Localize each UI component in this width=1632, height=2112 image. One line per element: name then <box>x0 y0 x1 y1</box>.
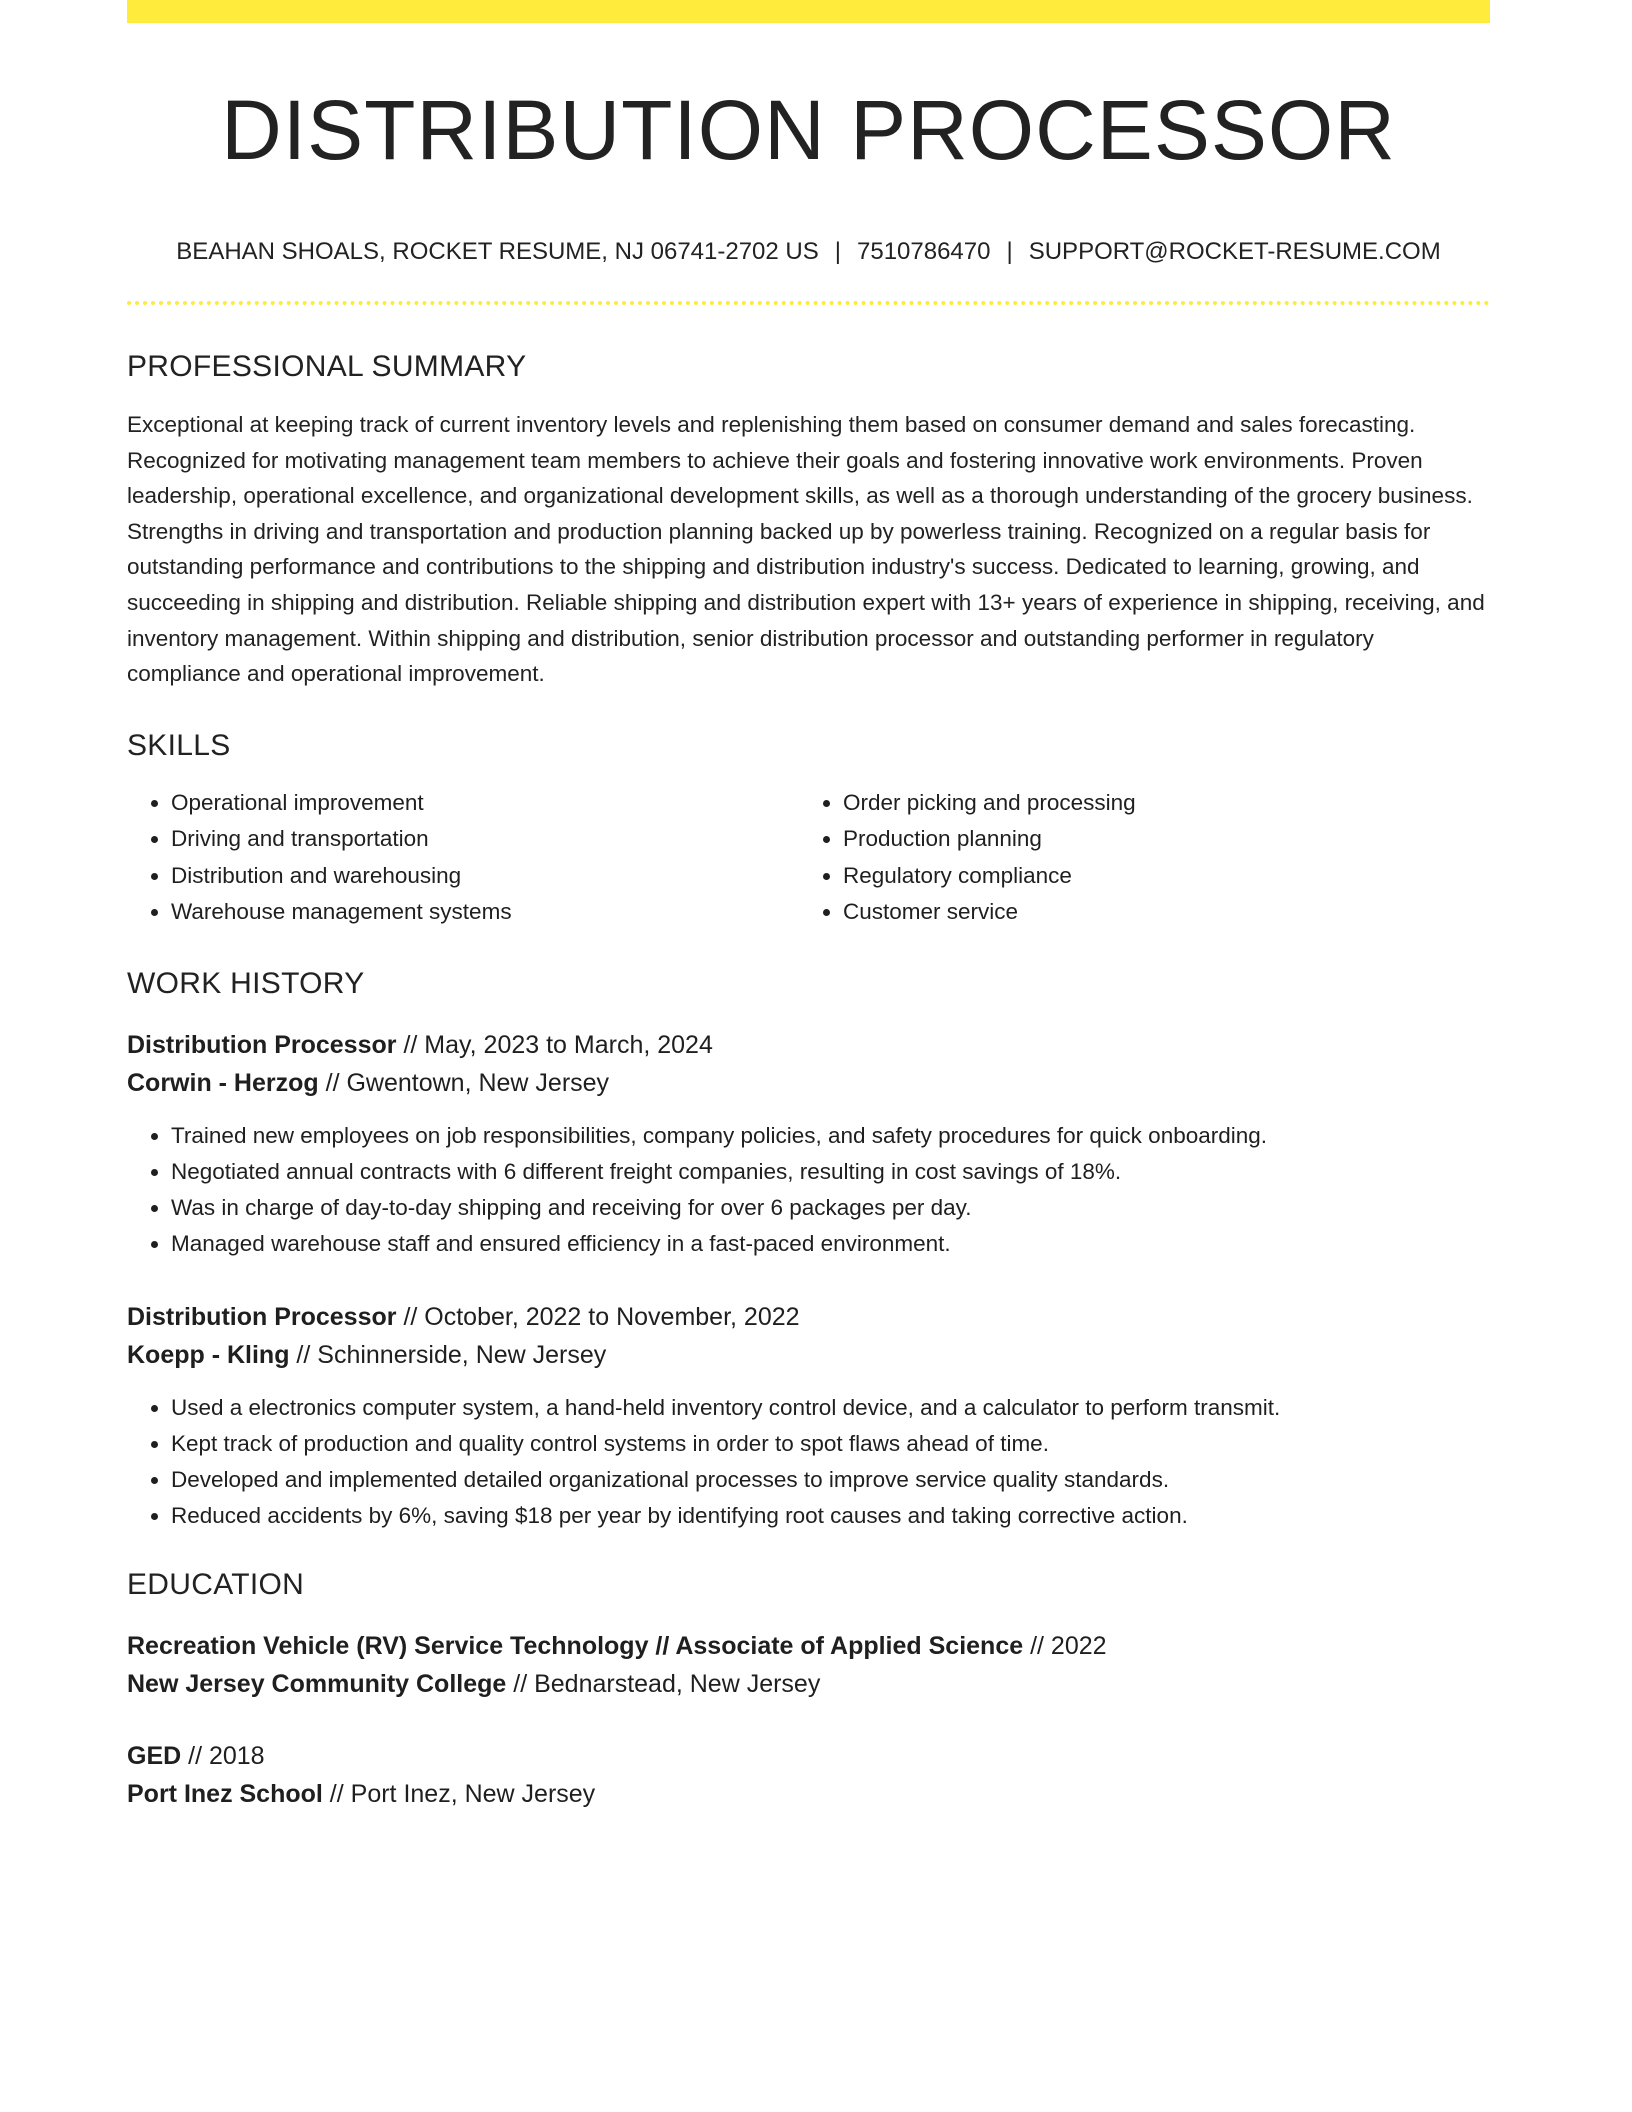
job-bullet: • Kept track of production and quality control systems in order to spot flaws ahead of time. <box>171 1426 1490 1462</box>
job-role-line <box>127 1298 1490 1336</box>
job-location: // Schinnerside, New Jersey <box>289 1340 607 1369</box>
job-bullet: • Developed and implemented detailed organizational processes to improve service quality standards. <box>171 1462 1490 1498</box>
job-location: // Gwentown, New Jersey <box>318 1068 610 1097</box>
edu-location: // Port Inez, New Jersey <box>322 1779 596 1808</box>
skill-item: • Driving and transportation <box>171 821 799 858</box>
skill-item: • Regulatory compliance <box>843 858 1471 895</box>
dotted-divider <box>127 301 1490 305</box>
work-history-heading: WORK HISTORY <box>127 966 365 1000</box>
job-role: Distribution Processor <box>127 1030 397 1059</box>
edu-school-line <box>127 1665 1490 1703</box>
edu-year: // 2018 <box>181 1741 265 1770</box>
contact-separator: | <box>1006 238 1013 265</box>
job-company-line <box>127 1064 1490 1102</box>
contact-line <box>127 237 1490 267</box>
job-dates: // May, 2023 to March, 2024 <box>396 1030 713 1059</box>
skills-heading: SKILLS <box>127 728 231 762</box>
edu-degree-line <box>127 1737 1490 1775</box>
skill-item: • Distribution and warehousing <box>171 858 799 895</box>
job-bullet: • Trained new employees on job responsibilities, company policies, and safety procedures for quick onboarding. <box>171 1118 1490 1154</box>
skill-item: • Order picking and processing <box>843 785 1471 822</box>
skills-column-right <box>799 785 1471 931</box>
edu-year: // 2022 <box>1023 1631 1107 1660</box>
job-bullets <box>127 1118 1490 1262</box>
job-role-line <box>127 1026 1490 1064</box>
job-bullet: • Used a electronics computer system, a hand-held inventory control device, and a calculator to perform transmit. <box>171 1390 1490 1426</box>
job-company: Corwin - Herzog <box>127 1068 319 1097</box>
resume-page <box>127 0 1490 1813</box>
skill-item: • Operational improvement <box>171 785 799 822</box>
edu-degree: Recreation Vehicle (RV) Service Technology // Associate of Applied Science <box>127 1631 1024 1660</box>
skill-item: • Production planning <box>843 821 1471 858</box>
job-dates: // October, 2022 to November, 2022 <box>396 1302 800 1331</box>
edu-school: New Jersey Community College <box>127 1669 507 1698</box>
edu-school-line <box>127 1775 1490 1813</box>
job-role: Distribution Processor <box>127 1302 397 1331</box>
skill-item: • Customer service <box>843 894 1471 931</box>
job-bullet: • Was in charge of day-to-day shipping and receiving for over 6 packages per day. <box>171 1190 1490 1226</box>
accent-top-bar <box>127 0 1490 23</box>
edu-degree-line <box>127 1627 1490 1665</box>
skills-column-left <box>127 785 799 931</box>
job-bullet: • Reduced accidents by 6%, saving $18 per year by identifying root causes and taking corrective action. <box>171 1498 1490 1534</box>
job-entry <box>127 1026 1490 1262</box>
job-bullets <box>127 1390 1490 1534</box>
job-bullet: • Negotiated annual contracts with 6 different freight companies, resulting in cost savings of 18%. <box>171 1154 1490 1190</box>
education-entry <box>127 1627 1490 1703</box>
education-entry <box>127 1737 1490 1813</box>
contact-address: BEAHAN SHOALS, ROCKET RESUME, NJ 06741-2702 US <box>176 238 819 265</box>
edu-school: Port Inez School <box>127 1779 323 1808</box>
skill-item: • Warehouse management systems <box>171 894 799 931</box>
contact-phone: 7510786470 <box>857 238 991 265</box>
job-company: Koepp - Kling <box>127 1340 290 1369</box>
resume-title: DISTRIBUTION PROCESSOR <box>221 83 1396 177</box>
edu-location: // Bednarstead, New Jersey <box>506 1669 821 1698</box>
edu-degree: GED <box>127 1741 182 1770</box>
summary-text: Exceptional at keeping track of current inventory levels and replenishing them based on consumer demand and sales forecasting. Recognized for motivating management team members to achieve their goals and fostering innovative work environments. Proven leadership, operational excellence, and organizational development skills, as well as a thorough understanding of the grocery business. Strengths in driving and transportation and production planning backed up by powerless training. Recognized on a regular basis for outstanding performance and contributions to the shipping and distribution industry's success. Dedicated to learning, growing, and succeeding in shipping and distribution. Reliable shipping and distribution expert with 13+ years of experience in shipping, receiving, and inventory management. Within shipping and distribution, senior distribution processor and outstanding performer in regulatory compliance and operational improvement. <box>127 412 1485 687</box>
education-heading: EDUCATION <box>127 1567 305 1601</box>
contact-email: SUPPORT@ROCKET-RESUME.COM <box>1028 238 1441 265</box>
job-entry <box>127 1298 1490 1534</box>
job-bullet: • Managed warehouse staff and ensured efficiency in a fast-paced environment. <box>171 1226 1490 1262</box>
job-company-line <box>127 1336 1490 1374</box>
skills-list <box>127 785 1490 931</box>
summary-heading: PROFESSIONAL SUMMARY <box>127 350 527 383</box>
contact-separator: | <box>834 238 841 265</box>
